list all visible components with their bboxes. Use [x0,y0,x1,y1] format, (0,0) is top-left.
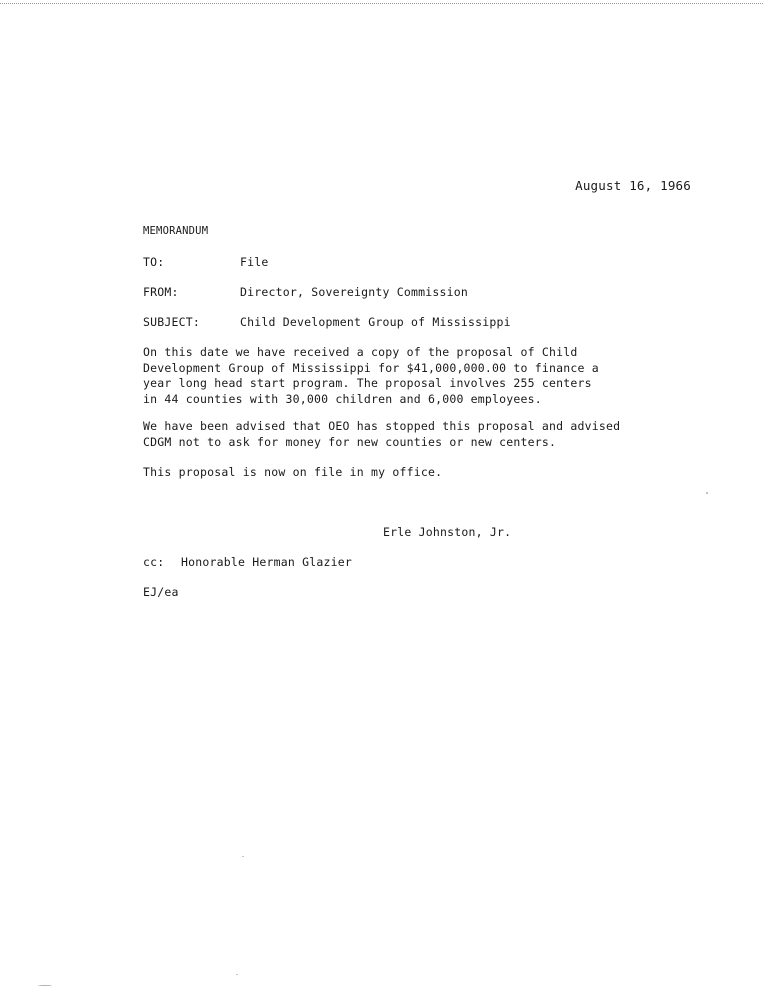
scan-speck [38,985,52,986]
body-paragraph-on-file [143,465,663,481]
scan-speck [236,974,238,975]
paragraph-line: On this date we have received a copy of the proposal of Child [143,345,578,359]
paragraph-line: This proposal is now on file in my office. [143,465,443,479]
to-value: File [240,255,269,269]
cc-line [143,555,352,569]
paragraph-line: We have been advised that OEO has stopped this proposal and advised [143,419,621,433]
signature-name: Erle Johnston, Jr. [383,525,512,539]
scan-speck [242,856,244,857]
paragraph-line: Development Group of Mississippi for $41,000,000.00 to finance a [143,360,599,375]
memo-heading: MEMORANDUM [143,225,209,237]
paragraph-line: year long head start program. The proposal involves 255 centers [143,376,592,390]
from-value: Director, Sovereignty Commission [240,285,468,299]
body-paragraph-oeo [143,419,663,450]
subject-value: Child Development Group of Mississippi [240,315,511,329]
from-label: FROM: [143,285,179,299]
paragraph-line: CDGM not to ask for money for new counties or new centers. [143,434,557,449]
typist-initials: EJ/ea [143,585,179,599]
scan-speck [706,492,708,494]
memo-date: August 16, 1966 [575,178,691,193]
subject-label: SUBJECT: [143,315,200,329]
body-paragraph-proposal [143,345,663,407]
to-field [143,255,269,269]
paragraph-line: in 44 counties with 30,000 children and 6,000 employees. [143,391,542,406]
subject-field [143,315,511,329]
to-label: TO: [143,255,165,269]
from-field [143,285,468,299]
cc-label: cc: [143,555,165,569]
cc-recipient: Honorable Herman Glazier [181,555,352,569]
